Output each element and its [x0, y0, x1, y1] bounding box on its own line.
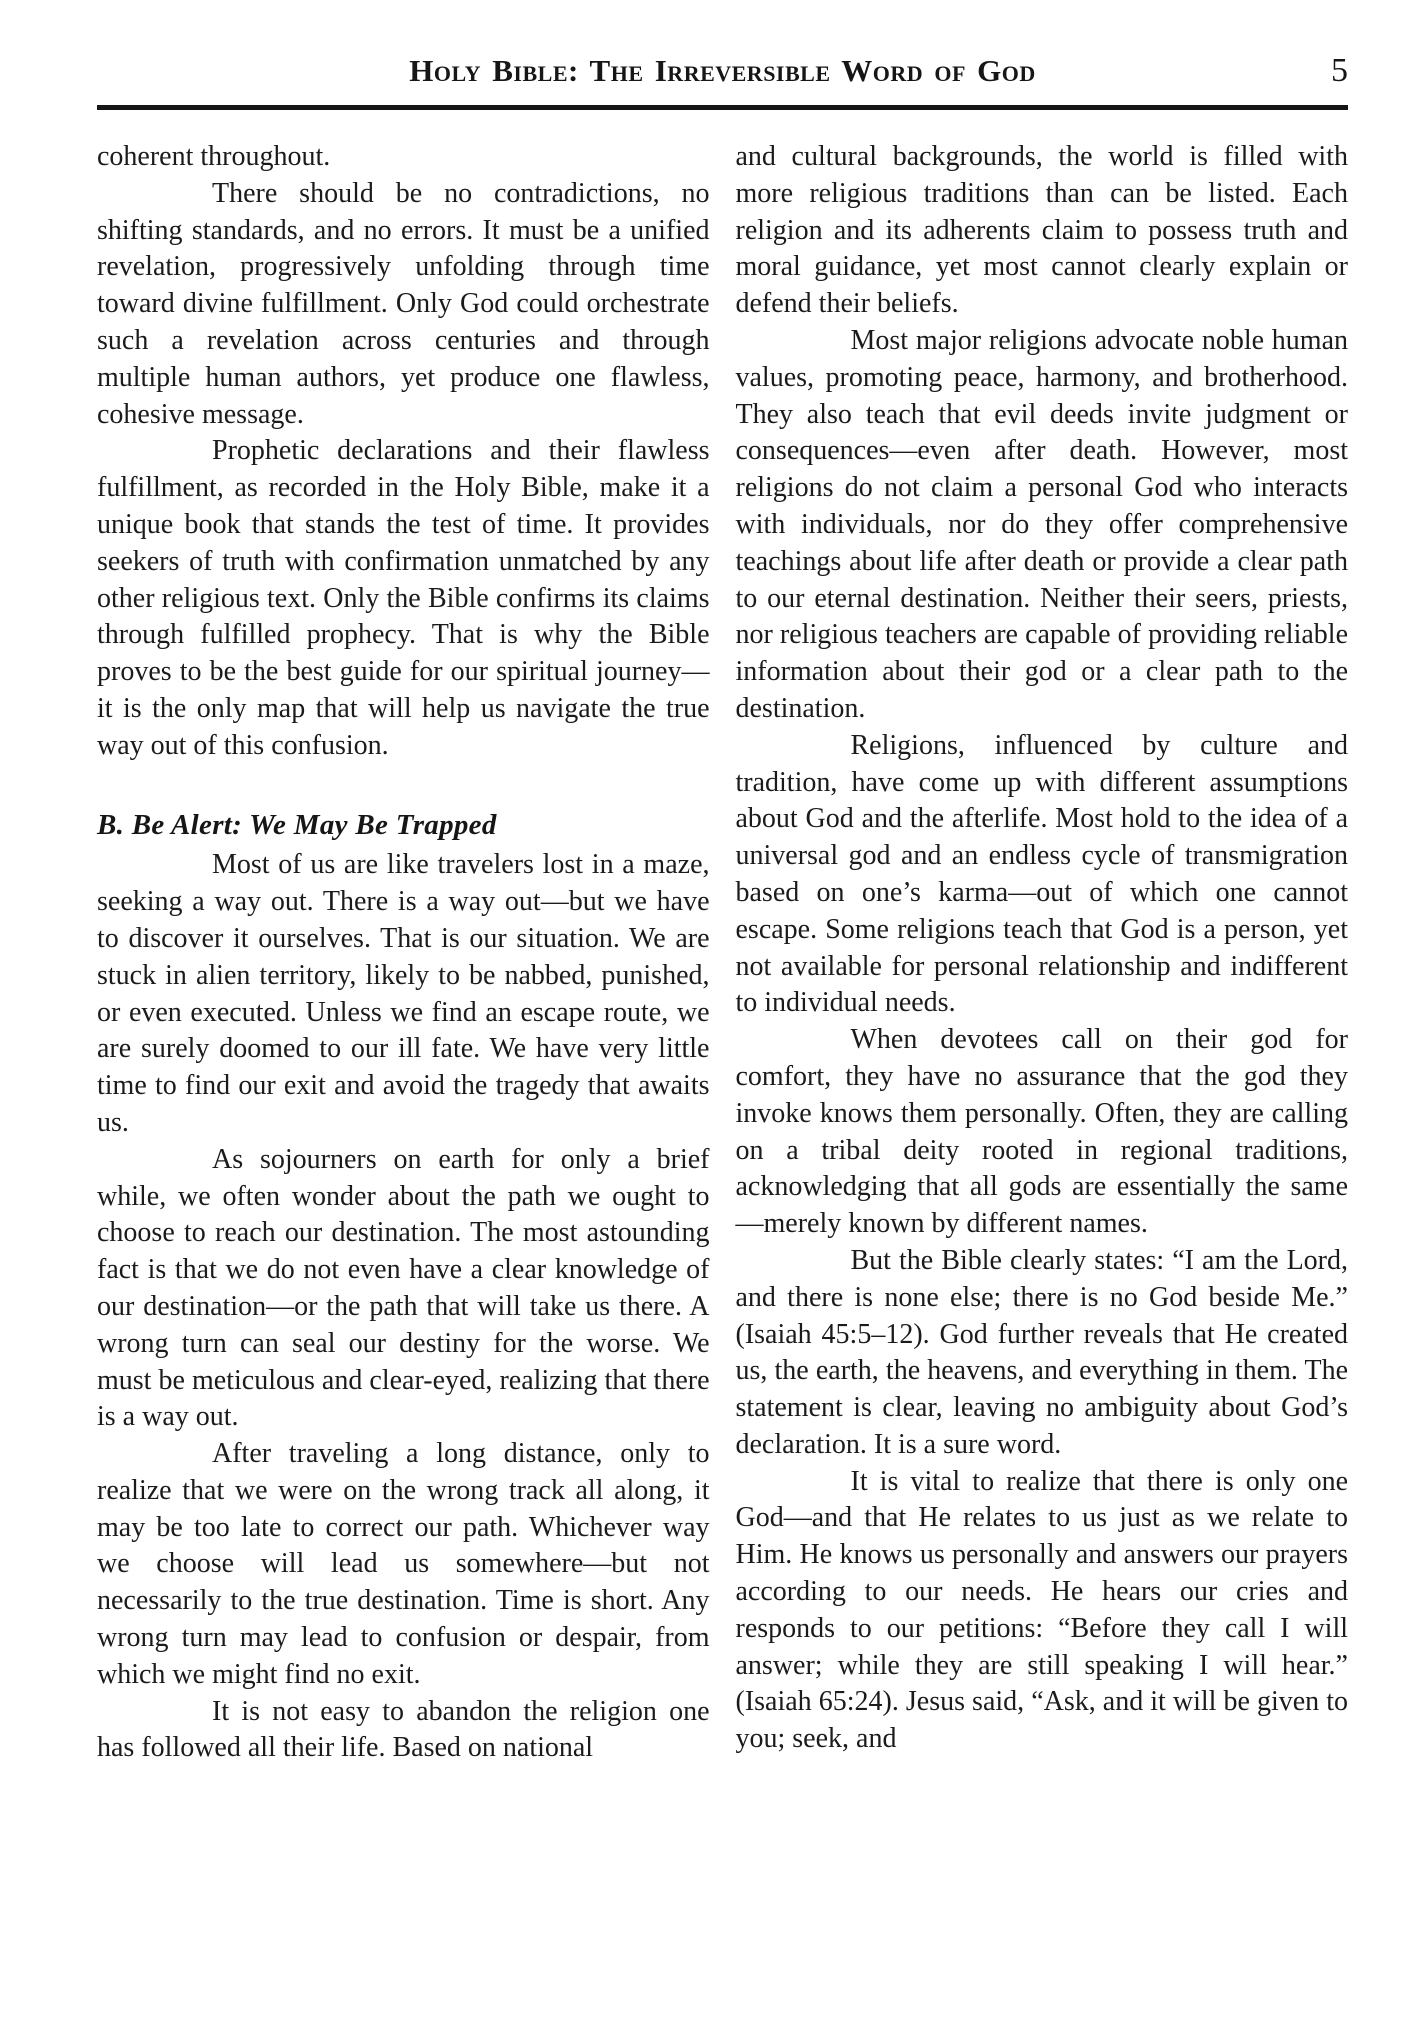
section-heading: B. Be Alert: We May Be Trapped — [97, 808, 497, 841]
paragraph: There should be no contradictions, no shifting standards, and no errors. It must be a unified revelation, progressively unfolding through time toward divine fulfillment. Only God could orchestrate such a revelation across centuries and through multiple human authors, yet produce one flawless, cohesive message. — [97, 177, 710, 430]
paragraph: After traveling a long distance, only to realize that we were on the wrong track all along, it may be too late to correct our path. Whichever way we choose will lead us somewhere—but not necessarily to the true destination. Time is short. Any wrong turn may lead to confusion or despair, from which we might find no exit. — [97, 1438, 710, 1690]
paragraph: and cultural backgrounds, the world is filled with more religious traditions than can be listed. Each religion and its adherents claim to possess truth and moral guidance, yet most cannot clearly explain or defend their beliefs. — [735, 141, 1348, 320]
header-rule — [97, 105, 1348, 110]
paragraph: Prophetic declarations and their flawless fulfillment, as recorded in the Holy Bible, make it a unique book that stands the test of time. It provides seekers of truth with confirmation unmatched by any other religious text. Only the Bible confirms its claims through fulfilled prophecy. That is why the Bible proves to be the best guide for our spiritual journey—it is the only map that will help us navigate the true way out of this confusion. — [97, 435, 710, 761]
paragraph: It is not easy to abandon the religion one has followed all their life. Based on national — [97, 1695, 710, 1764]
page-content — [97, 50, 1348, 1767]
paragraph: When devotees call on their god for comfort, they have no assurance that the god they invoke knows them personally. Often, they are calling on a tribal deity rooted in regional traditions, acknowledging that all gods are essentially the same—merely known by different names. — [735, 1024, 1348, 1240]
running-head — [97, 50, 1348, 92]
two-column-text — [97, 139, 1348, 1767]
paragraph: Most of us are like travelers lost in a maze, seeking a way out. There is a way out—but we have to discover it ourselves. That is our situation. We are stuck in alien territory, likely to be nabbed, punished, or even executed. Unless we find an escape route, we are surely doomed to our ill fate. We have very little time to find our exit and avoid the tragedy that awaits us. — [97, 849, 710, 1138]
paragraph: coherent throughout. — [97, 141, 331, 172]
paragraph: As sojourners on earth for only a brief while, we often wonder about the path we ought to choose to reach our destination. The most astounding fact is that we do not even have a clear knowledge of our destination—or the path that will take us there. A wrong turn can seal our destiny for the worse. We must be meticulous and clear-eyed, realizing that there is a way out. — [97, 1143, 710, 1433]
paragraph: Most major religions advocate noble human values, promoting peace, harmony, and brotherhood. They also teach that evil deeds invite judgment or consequences—even after death. However, most religions do not claim a personal God who interacts with individuals, nor do they offer comprehensive teachings about life after death or provide a clear path to our eternal destination. Neither their seers, priests, nor religious teachers are capable of providing reliable information about their god or a clear path to the destination. — [735, 324, 1348, 724]
right-column — [736, 139, 1349, 1767]
page-number: 5 — [1331, 52, 1348, 89]
left-column — [97, 139, 710, 1767]
paragraph: Religions, influenced by culture and tradition, have come up with different assumptions about God and the afterlife. Most hold to the idea of a universal god and an endless cycle of transmigration based on one’s karma—out of which one cannot escape. Some religions teach that God is a person, yet not available for personal relationship and indifferent to individual needs. — [735, 729, 1348, 1019]
paragraph: It is vital to realize that there is only one God—and that He relates to us just as we relate to Him. He knows us personally and answers our prayers according to our needs. He hears our cries and responds to our petitions: “Before they call I will answer; while they are still speaking I will hear.” (Isaiah 65:24). Jesus said, “Ask, and it will be given to you; seek, and — [735, 1465, 1348, 1755]
paragraph: But the Bible clearly states: “I am the Lord, and there is none else; there is no God beside Me.” (Isaiah 45:5–12). God further reveals that He created us, the earth, the heavens, and everything in them. The statement is clear, leaving no ambiguity about God’s declaration. It is a sure word. — [735, 1244, 1348, 1460]
page-title: Holy Bible: The Irreversible Word of God — [409, 53, 1036, 88]
